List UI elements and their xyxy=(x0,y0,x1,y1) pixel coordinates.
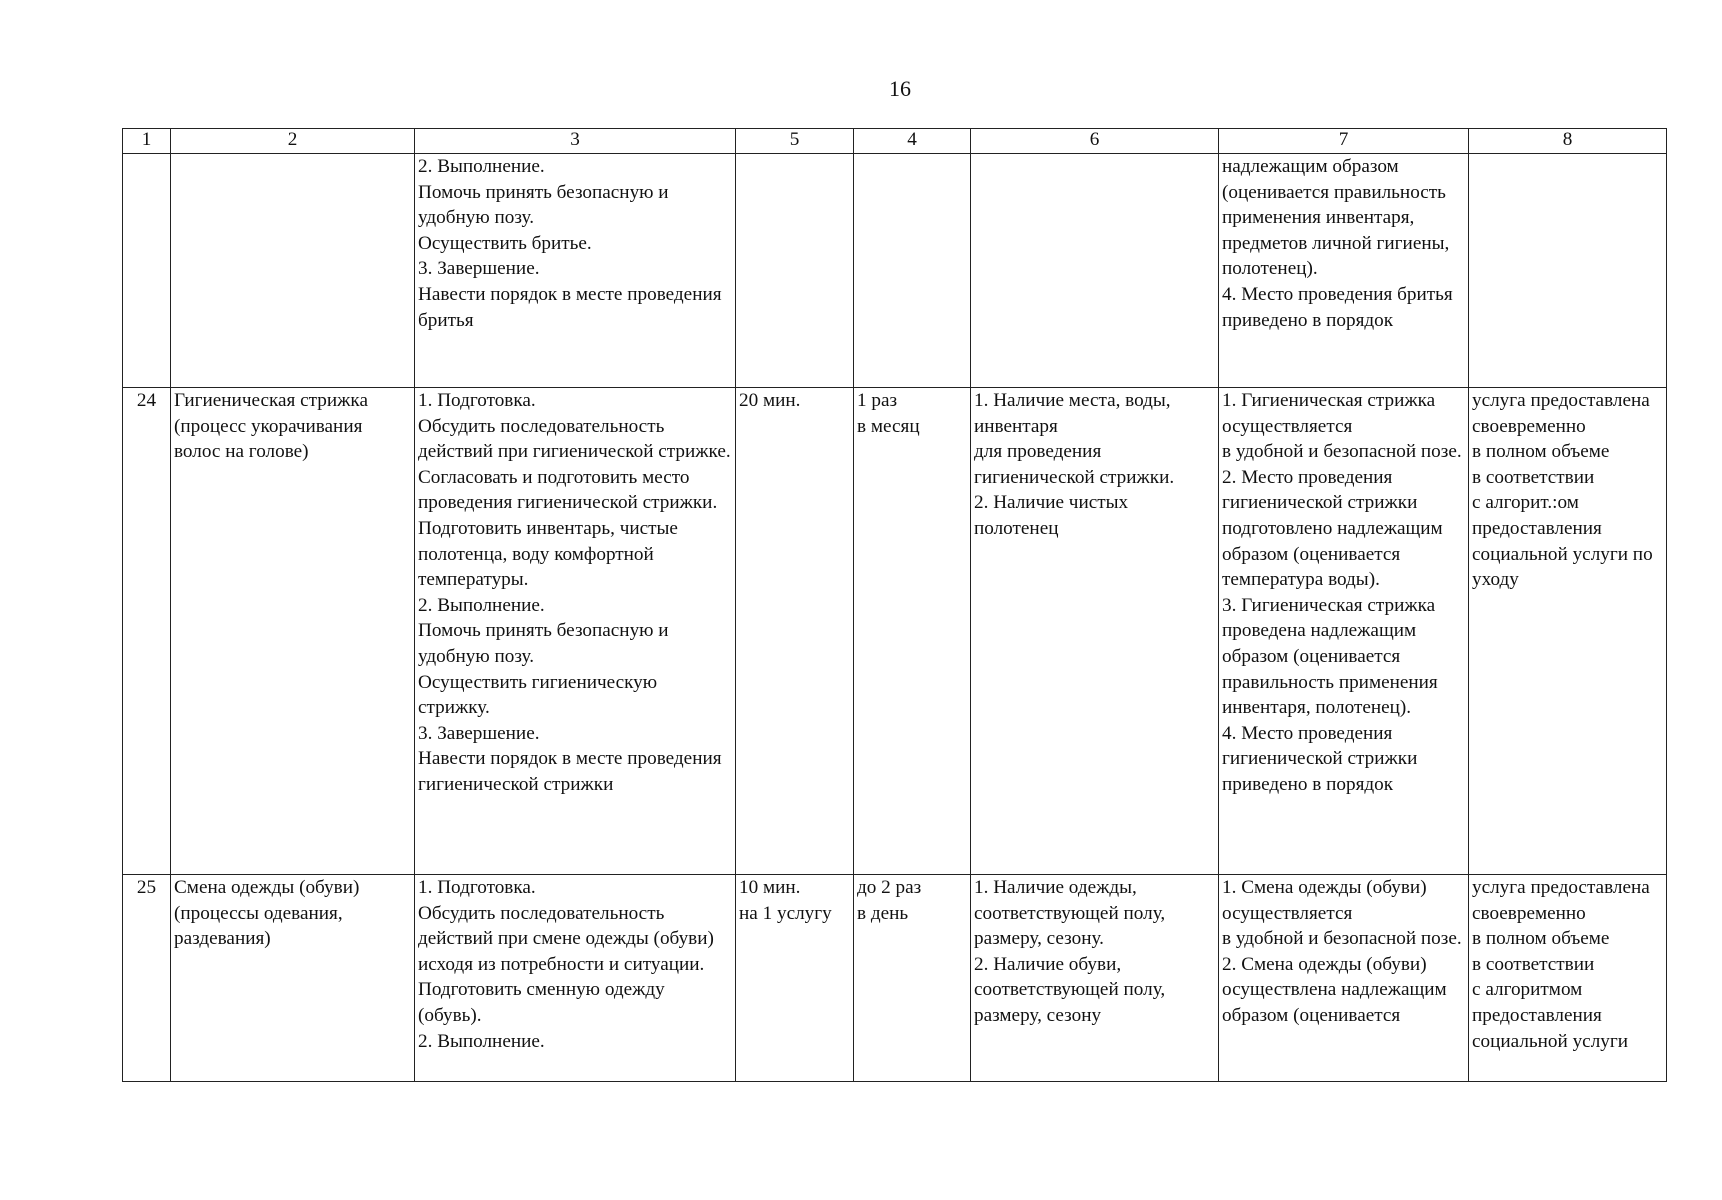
cell-duration: 10 мин. на 1 услугу xyxy=(736,875,854,1082)
cell-number: 24 xyxy=(123,388,171,875)
cell-result-evaluation: услуга предоставлена своевременно в полном объеме в соответствии с алгорит.:ом предоставления социальной услуги по уходу xyxy=(1469,388,1667,875)
page-number: 16 xyxy=(889,76,911,101)
cell-number: 25 xyxy=(123,875,171,1082)
cell-conditions: 1. Наличие места, воды, инвентаря для проведения гигиенической стрижки. 2. Наличие чистых полотенец xyxy=(971,388,1219,875)
column-header-1: 1 xyxy=(123,129,171,154)
column-header-2: 2 xyxy=(171,129,415,154)
column-header-8: 8 xyxy=(1469,129,1667,154)
cell-service-steps: 1. Подготовка. Обсудить последовательность действий при гигиенической стрижке. Согласовать и подготовить место проведения гигиенической стрижки. Подготовить инвентарь, чистые полотенца, воду комфортной температуры. 2. Выполнение. Помочь принять безопасную и удобную позу. Осуществить гигиеническую стрижку. 3. Завершение. Навести порядок в месте проведения гигиенической стрижки xyxy=(415,388,736,875)
column-header-4: 4 xyxy=(854,129,971,154)
column-header-3: 3 xyxy=(415,129,736,154)
cell-frequency: 1 раз в месяц xyxy=(854,388,971,875)
cell-frequency xyxy=(854,154,971,388)
services-table xyxy=(122,128,1667,1082)
cell-number xyxy=(123,154,171,388)
cell-frequency: до 2 раз в день xyxy=(854,875,971,1082)
cell-conditions: 1. Наличие одежды, соответствующей полу, размеру, сезону. 2. Наличие обуви, соответствующей полу, размеру, сезону xyxy=(971,875,1219,1082)
column-header-7: 7 xyxy=(1219,129,1469,154)
table-row xyxy=(123,388,1667,875)
column-header-5: 5 xyxy=(736,129,854,154)
column-header-6: 6 xyxy=(971,129,1219,154)
cell-conditions xyxy=(971,154,1219,388)
cell-service-name: Гигиеническая стрижка (процесс укорачивания волос на голове) xyxy=(171,388,415,875)
cell-service-steps: 1. Подготовка. Обсудить последовательность действий при смене одежды (обуви) исходя из потребности и ситуации. Подготовить сменную одежду (обувь). 2. Выполнение. xyxy=(415,875,736,1082)
cell-quality-indicators: надлежащим образом (оценивается правильность применения инвентаря, предметов личной гигиены, полотенец). 4. Место проведения бритья приведено в порядок xyxy=(1219,154,1469,388)
cell-quality-indicators: 1. Гигиеническая стрижка осуществляется в удобной и безопасной позе. 2. Место проведения гигиенической стрижки подготовлено надлежащим образом (оценивается температура воды). 3. Гигиеническая стрижка проведена надлежащим образом (оценивается правильность применения инвентаря, полотенец). 4. Место проведения гигиенической стрижки приведено в порядок xyxy=(1219,388,1469,875)
cell-duration xyxy=(736,154,854,388)
cell-quality-indicators: 1. Смена одежды (обуви) осуществляется в удобной и безопасной позе. 2. Смена одежды (обуви) осуществлена надлежащим образом (оценивается xyxy=(1219,875,1469,1082)
table-row xyxy=(123,875,1667,1082)
cell-duration: 20 мин. xyxy=(736,388,854,875)
header-row xyxy=(123,129,1667,154)
table-row xyxy=(123,154,1667,388)
cell-service-name: Смена одежды (обуви) (процессы одевания, раздевания) xyxy=(171,875,415,1082)
cell-service-steps: 2. Выполнение. Помочь принять безопасную и удобную позу. Осуществить бритье. 3. Завершение. Навести порядок в месте проведения бритья xyxy=(415,154,736,388)
cell-result-evaluation xyxy=(1469,154,1667,388)
cell-service-name xyxy=(171,154,415,388)
cell-result-evaluation: услуга предоставлена своевременно в полном объеме в соответствии с алгоритмом предоставления социальной услуги xyxy=(1469,875,1667,1082)
